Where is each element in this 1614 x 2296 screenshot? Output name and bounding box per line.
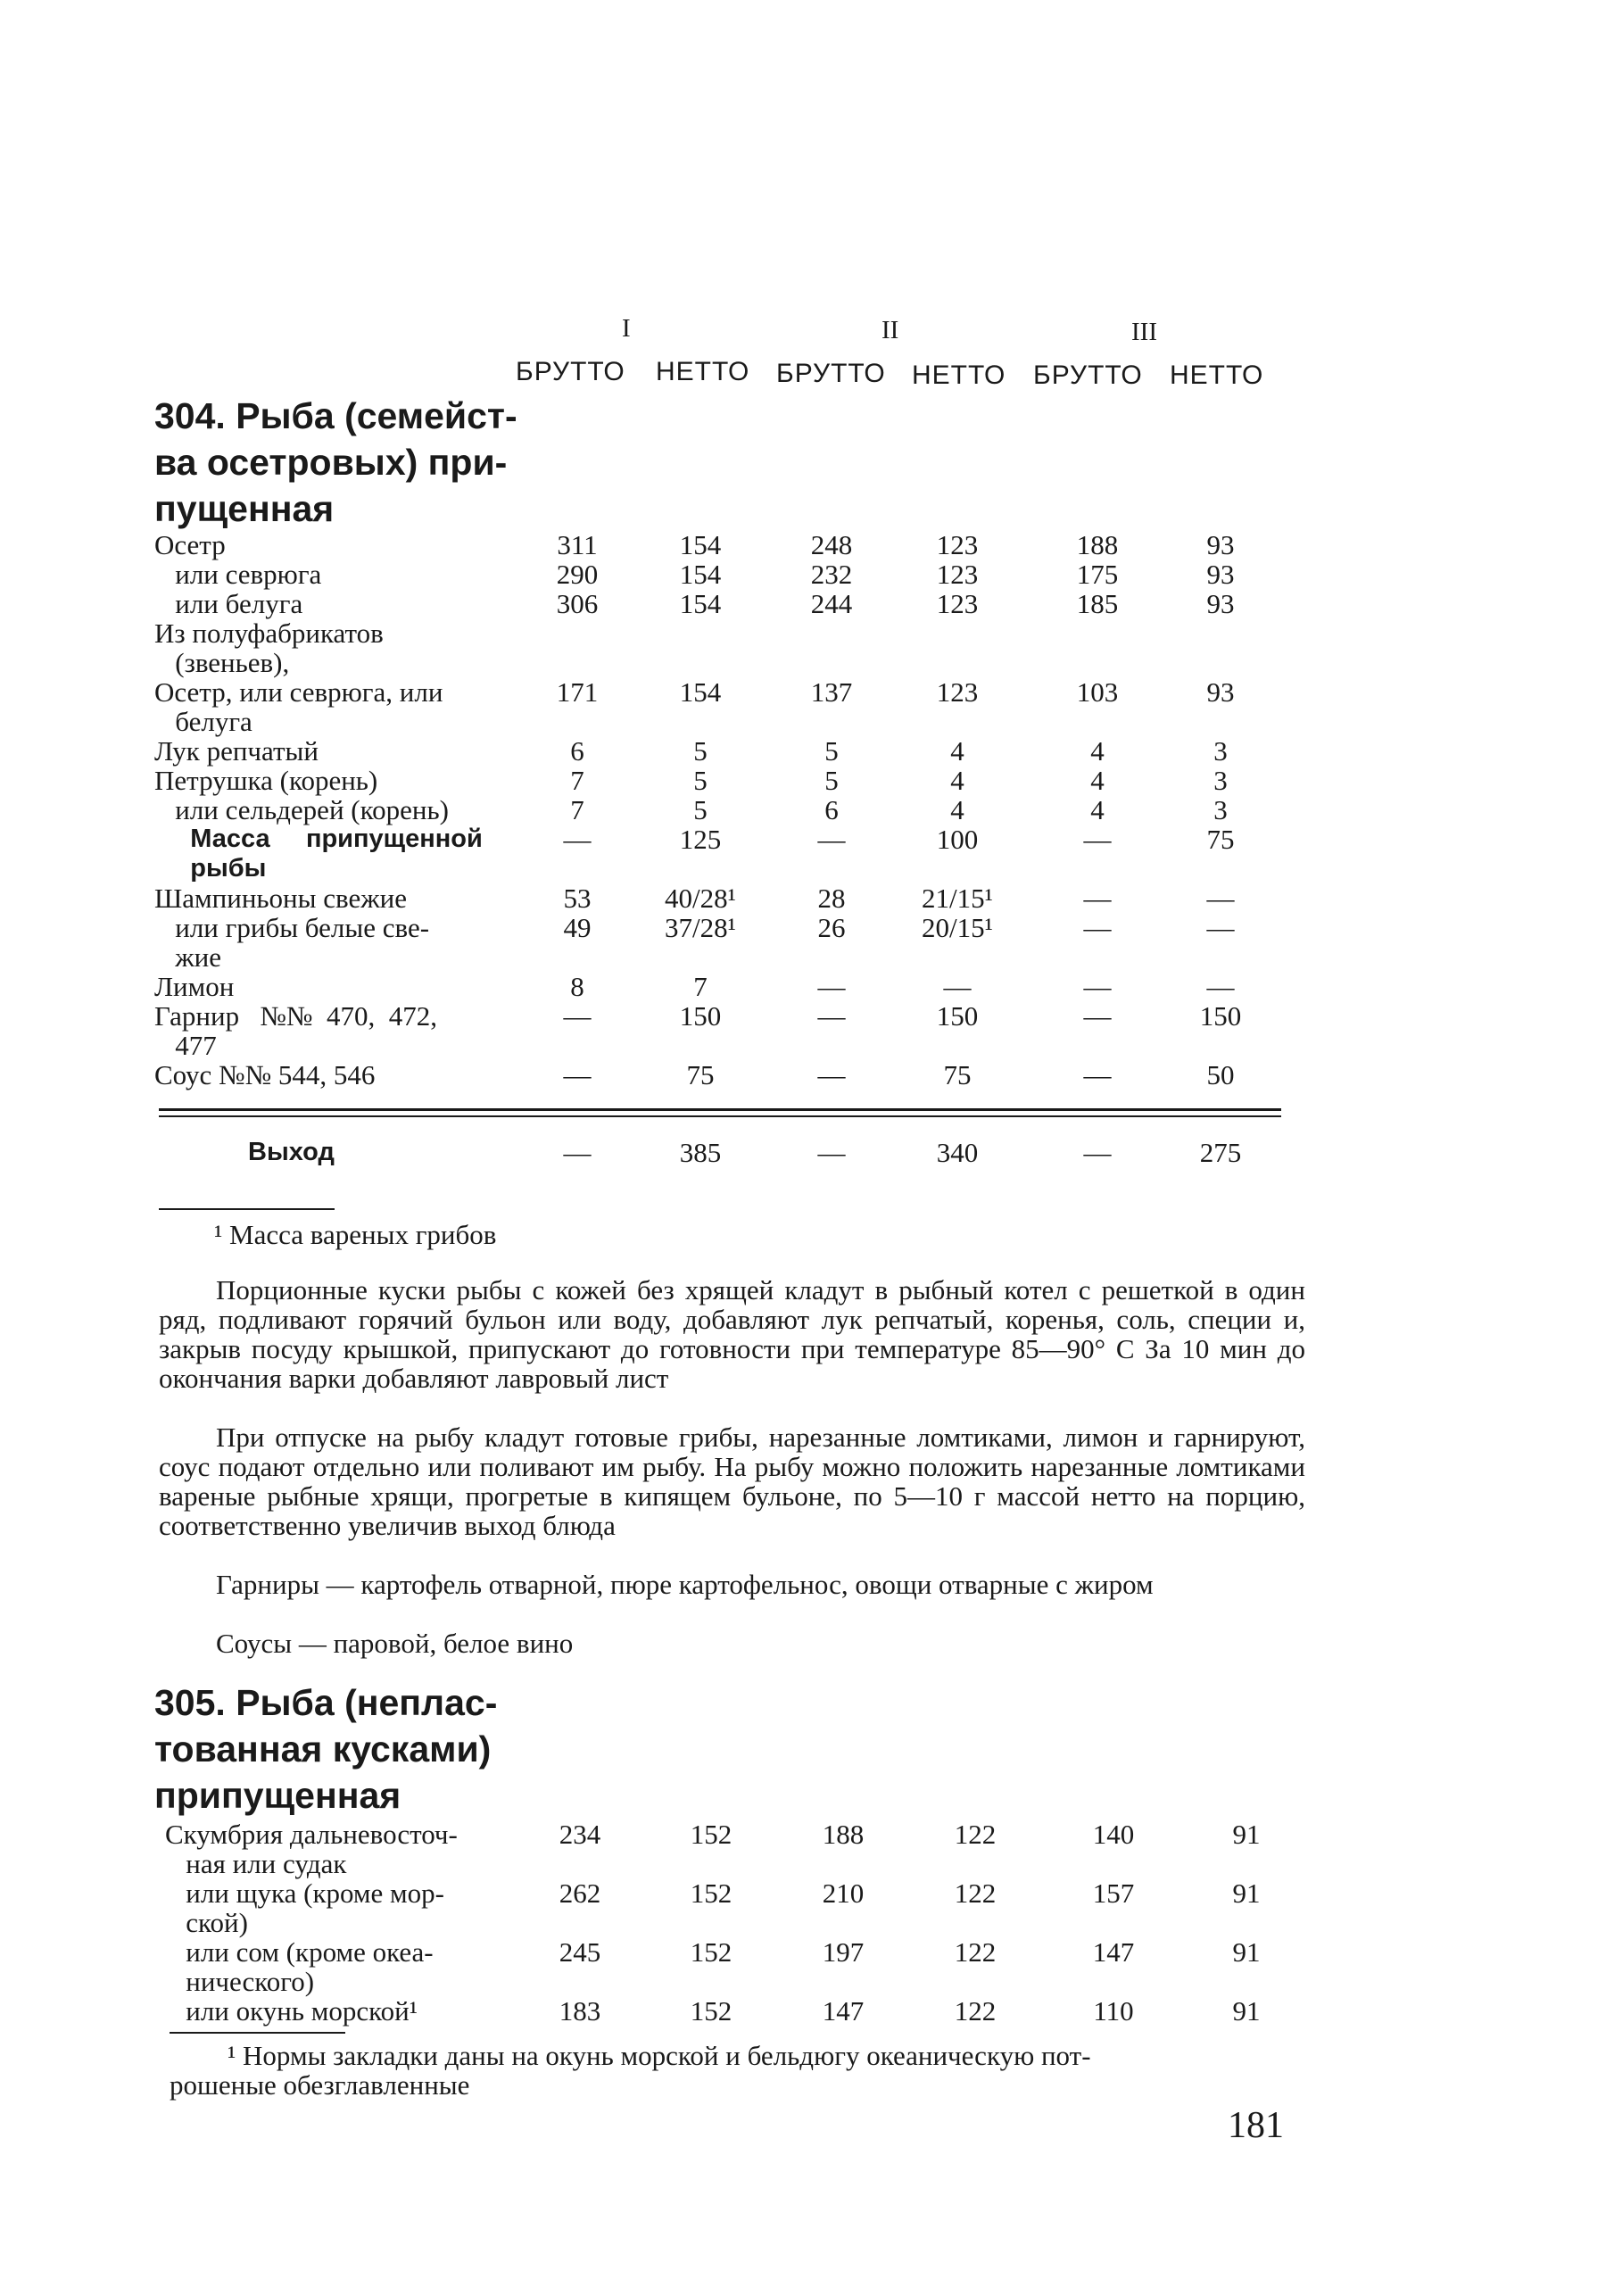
ingredient-name: ской)	[165, 1907, 248, 1938]
quantity-cell: 93	[1206, 676, 1235, 708]
title-line: тованная кусками)	[154, 1728, 492, 1770]
quantity-cell: 140	[1092, 1819, 1135, 1850]
column-brutto-3: БРУТТО	[1033, 361, 1143, 390]
quantity-cell: 147	[1092, 1936, 1135, 1968]
quantity-cell: 6	[824, 794, 839, 825]
ingredient-name: жие	[154, 941, 222, 973]
quantity-cell: —	[1083, 971, 1112, 1002]
recipe-305-title	[154, 1679, 497, 1819]
ingredient-name: Осетр	[154, 529, 226, 560]
quantity-cell: 123	[936, 588, 979, 619]
quantity-cell: 152	[690, 1995, 733, 2027]
title-line: припущенная	[154, 1775, 401, 1816]
yield-value: —	[817, 1137, 846, 1168]
quantity-cell: —	[1206, 912, 1235, 943]
quantity-cell: 8	[570, 971, 584, 1002]
quantity-cell: 185	[1076, 588, 1119, 619]
quantity-cell: —	[1083, 1000, 1112, 1032]
quantity-cell: 137	[810, 676, 853, 708]
quantity-cell: 91	[1232, 1877, 1261, 1909]
quantity-cell: 122	[954, 1819, 997, 1850]
quantity-cell: 245	[559, 1936, 601, 1968]
quantity-cell: —	[563, 1000, 592, 1032]
quantity-cell: —	[817, 971, 846, 1002]
quantity-cell: 40/28¹	[665, 883, 736, 914]
quantity-cell: —	[817, 1059, 846, 1090]
table-rule	[159, 1108, 1281, 1111]
garnish-paragraph: Гарниры — картофель отварной, пюре картофельнос, овощи отварные с жиром	[216, 1569, 1154, 1600]
ingredient-name: или грибы белые све-	[154, 912, 430, 943]
ingredient-name: или сом (кроме океа-	[165, 1936, 434, 1968]
quantity-cell: 3	[1213, 765, 1228, 796]
quantity-cell: 4	[950, 735, 964, 767]
quantity-cell: 150	[679, 1000, 722, 1032]
quantity-cell: 5	[824, 765, 839, 796]
ingredient-name: или севрюга	[154, 559, 322, 590]
quantity-cell: —	[563, 824, 592, 855]
ingredient-name: Соус №№ 544, 546	[154, 1059, 376, 1090]
quantity-cell: —	[1206, 971, 1235, 1002]
quantity-cell: 188	[1076, 529, 1119, 560]
quantity-cell: 152	[690, 1819, 733, 1850]
ingredient-name: нического)	[165, 1966, 315, 1997]
ingredient-name: или окунь морской¹	[165, 1995, 418, 2027]
quantity-cell: 306	[556, 588, 599, 619]
quantity-cell: 75	[943, 1059, 972, 1090]
quantity-cell: 125	[679, 824, 722, 855]
quantity-cell: 75	[686, 1059, 715, 1090]
recipe-304-title	[154, 393, 517, 532]
quantity-cell: 150	[1199, 1000, 1242, 1032]
column-netto-3: НЕТТО	[1170, 361, 1264, 390]
quantity-cell: 122	[954, 1995, 997, 2027]
quantity-cell: 183	[559, 1995, 601, 2027]
column-group-3: III	[1131, 318, 1157, 346]
page-number: 181	[1228, 2105, 1284, 2146]
quantity-cell: 154	[679, 588, 722, 619]
recipe-304-footnote: ¹ Масса вареных грибов	[214, 1219, 497, 1250]
column-group-1: I	[622, 314, 631, 343]
quantity-cell: 154	[679, 676, 722, 708]
quantity-cell: 6	[570, 735, 584, 767]
quantity-cell: 100	[936, 824, 979, 855]
quantity-cell: 4	[1090, 794, 1105, 825]
quantity-cell: 3	[1213, 735, 1228, 767]
quantity-cell: 91	[1232, 1995, 1261, 2027]
quantity-cell: 93	[1206, 529, 1235, 560]
quantity-cell: 75	[1206, 824, 1235, 855]
quantity-cell: 175	[1076, 559, 1119, 590]
quantity-cell: 188	[822, 1819, 865, 1850]
quantity-cell: 210	[822, 1877, 865, 1909]
quantity-cell: 248	[810, 529, 853, 560]
quantity-cell: 197	[822, 1936, 865, 1968]
quantity-cell: —	[1083, 912, 1112, 943]
quantity-cell: 122	[954, 1936, 997, 1968]
quantity-cell: 4	[950, 794, 964, 825]
ingredient-name: Масса припущенной	[154, 825, 483, 853]
quantity-cell: 110	[1093, 1995, 1134, 2027]
quantity-cell: 26	[817, 912, 846, 943]
recipe-305-footnote-line: ¹ Нормы закладки даны на окунь морской и бельдюгу океаническую пот-	[228, 2040, 1091, 2071]
ingredient-name: ная или судак	[165, 1848, 347, 1879]
column-netto-2: НЕТТО	[912, 361, 1006, 390]
yield-value: 340	[936, 1137, 979, 1168]
ingredient-name: или щука (кроме мор-	[165, 1877, 444, 1909]
quantity-cell: 7	[570, 794, 584, 825]
quantity-cell: 3	[1213, 794, 1228, 825]
quantity-cell: 152	[690, 1877, 733, 1909]
ingredient-name: рыбы	[154, 854, 267, 883]
quantity-cell: 157	[1092, 1877, 1135, 1909]
title-line: 304. Рыба (семейст-	[154, 395, 517, 436]
quantity-cell: 37/28¹	[665, 912, 736, 943]
footnote-rule	[170, 2032, 345, 2034]
quantity-cell: 4	[1090, 765, 1105, 796]
quantity-cell: 290	[556, 559, 599, 590]
quantity-cell: 4	[1090, 735, 1105, 767]
quantity-cell: 21/15¹	[922, 883, 993, 914]
quantity-cell: 50	[1206, 1059, 1235, 1090]
yield-value: 385	[679, 1137, 722, 1168]
footnote-rule	[159, 1208, 335, 1210]
quantity-cell: 154	[679, 529, 722, 560]
quantity-cell: —	[1083, 1059, 1112, 1090]
quantity-cell: 103	[1076, 676, 1119, 708]
quantity-cell: —	[1206, 883, 1235, 914]
ingredient-name: белуга	[154, 706, 252, 737]
quantity-cell: 7	[693, 971, 708, 1002]
ingredient-name: Петрушка (корень)	[154, 765, 378, 796]
quantity-cell: —	[817, 1000, 846, 1032]
quantity-cell: 4	[950, 765, 964, 796]
quantity-cell: 234	[559, 1819, 601, 1850]
quantity-cell: 93	[1206, 559, 1235, 590]
quantity-cell: 5	[693, 794, 708, 825]
quantity-cell: 147	[822, 1995, 865, 2027]
ingredient-name: или сельдерей (корень)	[154, 794, 449, 825]
quantity-cell: 91	[1232, 1936, 1261, 1968]
sauce-paragraph: Соусы — паровой, белое вино	[216, 1628, 574, 1659]
quantity-cell: —	[1083, 883, 1112, 914]
yield-label: Выход	[248, 1138, 335, 1166]
quantity-cell: 244	[810, 588, 853, 619]
quantity-cell: 232	[810, 559, 853, 590]
quantity-cell: 311	[557, 529, 598, 560]
quantity-cell: 53	[563, 883, 592, 914]
quantity-cell: —	[943, 971, 972, 1002]
ingredient-name: 477	[154, 1030, 217, 1061]
quantity-cell: —	[1083, 824, 1112, 855]
yield-value: —	[1083, 1137, 1112, 1168]
ingredient-name: (звеньев),	[154, 647, 290, 678]
quantity-cell: 122	[954, 1877, 997, 1909]
quantity-cell: —	[817, 824, 846, 855]
quantity-cell: 123	[936, 676, 979, 708]
quantity-cell: 7	[570, 765, 584, 796]
quantity-cell: 28	[817, 883, 846, 914]
ingredient-name: Гарнир №№ 470, 472,	[154, 1000, 437, 1032]
title-line: ва осетровых) при-	[154, 442, 508, 483]
ingredient-name: Из полуфабрикатов	[154, 618, 384, 649]
quantity-cell: 91	[1232, 1819, 1261, 1850]
instruction-paragraph: Порционные куски рыбы с кожей без хрящей кладут в рыбный котел с решеткой в один ряд, подливают горячий бульон или воду, добавляют лук репчатый, коренья, соль, специи и, закрыв посуду крышкой, припускают до готовности при температуре 85—90° С За 10 мин до окончания варки добавляют лавровый лист	[159, 1274, 1305, 1394]
ingredient-name: Шампиньоны свежие	[154, 883, 407, 914]
table-rule	[159, 1115, 1281, 1117]
quantity-cell: 49	[563, 912, 592, 943]
quantity-cell: 150	[936, 1000, 979, 1032]
quantity-cell: 123	[936, 529, 979, 560]
quantity-cell: 152	[690, 1936, 733, 1968]
ingredient-name: Осетр, или севрюга, или	[154, 676, 443, 708]
column-netto-1: НЕТТО	[656, 357, 750, 386]
ingredient-name: Лук репчатый	[154, 735, 319, 767]
ingredient-name: Лимон	[154, 971, 235, 1002]
column-brutto-2: БРУТТО	[776, 359, 886, 388]
quantity-cell: 20/15¹	[922, 912, 993, 943]
title-line: пущенная	[154, 488, 335, 529]
column-group-2: II	[881, 316, 899, 344]
title-line: 305. Рыба (неплас-	[154, 1682, 498, 1723]
quantity-cell: 5	[693, 735, 708, 767]
quantity-cell: 93	[1206, 588, 1235, 619]
quantity-cell: 5	[824, 735, 839, 767]
quantity-cell: —	[563, 1059, 592, 1090]
ingredient-name: Скумбрия дальневосточ-	[165, 1819, 458, 1850]
quantity-cell: 5	[693, 765, 708, 796]
quantity-cell: 123	[936, 559, 979, 590]
yield-value: —	[563, 1137, 592, 1168]
quantity-cell: 262	[559, 1877, 601, 1909]
recipe-305-footnote-line: рошеные обезглавленные	[170, 2069, 470, 2101]
ingredient-name: или белуга	[154, 588, 303, 619]
serving-paragraph: При отпуске на рыбу кладут готовые грибы, нарезанные ломтиками, лимон и гарнируют, соус подают отдельно или поливают им рыбу. На рыбу можно положить нарезанные ломтиками вареные рыбные хрящи, прогретые в кипящем бульоне, по 5—10 г массой нетто на порцию, соответственно увеличив выход блюда	[159, 1422, 1305, 1541]
quantity-cell: 154	[679, 559, 722, 590]
quantity-cell: 171	[556, 676, 599, 708]
column-brutto-1: БРУТТО	[516, 357, 625, 386]
yield-value: 275	[1199, 1137, 1242, 1168]
